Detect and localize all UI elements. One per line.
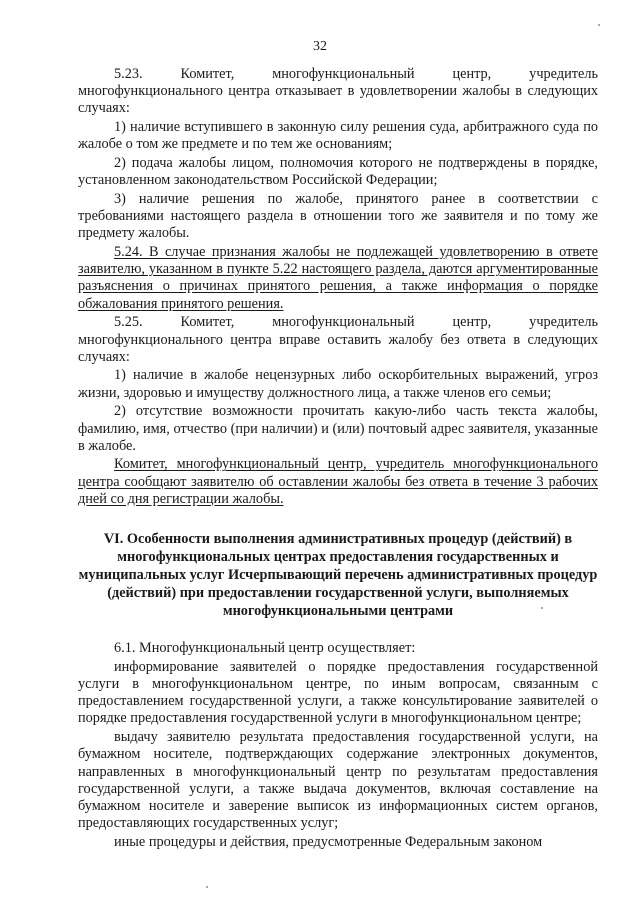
list-item-informing: информирование заявителей о порядке предоставления государственной услуги в многофункциональном центре, по иным вопросам, связанным с предоставлением государственной услуги, а также консультирование заявителей о порядке предоставления государственной услуги в многофункциональном центре; <box>78 658 598 727</box>
page-number: 32 <box>313 39 327 54</box>
paragraph-5-23: 5.23. Комитет, многофункциональный центр, учредитель многофункционального центра отказывает в удовлетворении жалобы в следующих случаях: <box>78 66 598 117</box>
list-item-issuance: выдачу заявителю результата предоставления государственной услуги, на бумажном носителе, подтверждающих содержание электронных документов, направленных в многофункциональный центр по результатам предоставления государственной услуги, а также выдача документов, включая составление на бумажном носителе и заверение выписок из информационных систем органов, предоставляющих государственных услуг; <box>78 729 598 832</box>
list-item-refusal-3: 3) наличие решения по жалобе, принятого ранее в соответствии с требованиями настоящего раздела в отношении того же заявителя и по тому же предмету жалобы. <box>78 190 598 242</box>
scan-speck <box>598 24 600 26</box>
paragraph-5-24: 5.24. В случае признания жалобы не подлежащей удовлетворению в ответе заявителю, указанном в пункте 5.22 настоящего раздела, даются аргументированные разъяснения о причинах принятого решения, а также информация о порядке обжалования принятого решения. <box>78 244 598 312</box>
list-item-no-answer-2: 2) отсутствие возможности прочитать какую-либо часть текста жалобы, фамилию, имя, отчество (при наличии) и (или) почтовый адрес заявителя, указанные в жалобе. <box>78 403 598 454</box>
paragraph-6-1: 6.1. Многофункциональный центр осуществляет: <box>114 640 416 657</box>
list-item-refusal-2: 2) подача жалобы лицом, полномочия которого не подтверждены в порядке, установленном законодательством Российской Федерации; <box>78 155 598 189</box>
document-body <box>78 66 598 851</box>
scan-speck <box>206 886 208 888</box>
list-item-no-answer-1: 1) наличие в жалобе нецензурных либо оскорбительных выражений, угроз жизни, здоровью и имуществу должностного лица, а также членов его семьи; <box>78 367 598 401</box>
list-item-other-procedures: иные процедуры и действия, предусмотренные Федеральным законом <box>114 833 543 850</box>
paragraph-5-25: 5.25. Комитет, многофункциональный центр, учредитель многофункционального центра вправе оставить жалобу без ответа в следующих случаях: <box>78 314 598 365</box>
list-item-refusal-1: 1) наличие вступившего в законную силу решения суда, арбитражного суда по жалобе о том же предмете и по тем же основаниям; <box>78 119 598 153</box>
paragraph-notification: Комитет, многофункциональный центр, учредитель многофункционального центра сообщают заявителю об оставлении жалобы без ответа в течение 3 рабочих дней со дня регистрации жалобы. <box>78 456 598 507</box>
scan-speck <box>541 607 543 609</box>
section-heading: VI. Особенности выполнения административных процедур (действий) в многофункциональных центрах предоставления государственных и муниципальных услуг Исчерпывающий перечень административных процедур (действий) при предоставлении государственной услуги, выполняемых многофункциональными центрами <box>78 531 598 620</box>
